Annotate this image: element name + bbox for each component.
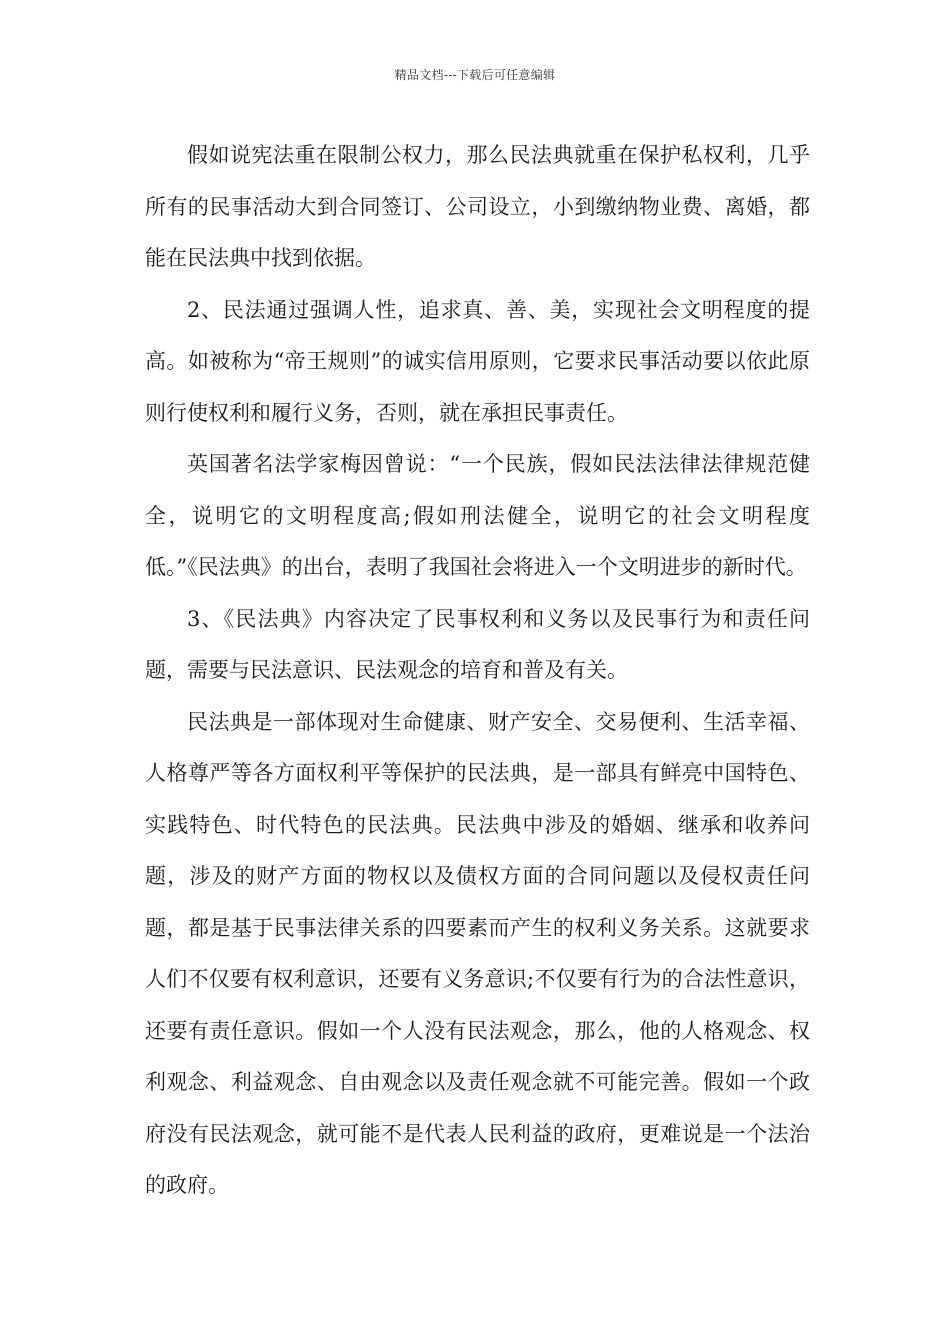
paragraph-3: 英国著名法学家梅因曾说：“一个民族，假如民法法律法律规范健全，说明它的文明程度高;假如刑法健全，说明它的社会文明程度低。”《民法典》的出台，表明了我国社会将进入一个文明进步的新时代。: [145, 452, 810, 579]
paragraph-2: 2、民法通过强调人性，追求真、善、美，实现社会文明程度的提高。如被称为“帝王规则”的诚实信用原则，它要求民事活动要以依此原则行使权利和履行义务，否则，就在承担民事责任。: [145, 297, 810, 425]
page-header: 精品文档---下载后可任意编辑: [394, 68, 556, 82]
paragraph-5: 民法典是一部体现对生命健康、财产安全、交易便利、生活幸福、人格尊严等各方面权利平等保护的民法典，是一部具有鲜亮中国特色、实践特色、时代特色的民法典。民法典中涉及的婚姻、继承和收养问题，涉及的财产方面的物权以及债权方面的合同问题以及侵权责任问题，都是基于民事法律关系的四要素而产生的权利义务关系。这就要求人们不仅要有权利意识，还要有义务意识;不仅要有行为的合法性意识，还要有责任意识。假如一个人没有民法观念，那么，他的人格观念、权利观念、利益观念、自由观念以及责任观念就不可能完善。假如一个政府没有民法观念，就可能不是代表人民利益的政府，更难说是一个法治的政府。: [145, 709, 810, 1197]
paragraph-1: 假如说宪法重在限制公权力，那么民法典就重在保护私权利，几乎所有的民事活动大到合同签订、公司设立，小到缴纳物业费、离婚，都能在民法典中找到依据。: [145, 143, 810, 270]
paragraph-4: 3、《民法典》内容决定了民事权利和义务以及民事行为和责任问题，需要与民法意识、民法观念的培育和普及有关。: [145, 606, 810, 682]
document-body: [145, 130, 810, 1212]
